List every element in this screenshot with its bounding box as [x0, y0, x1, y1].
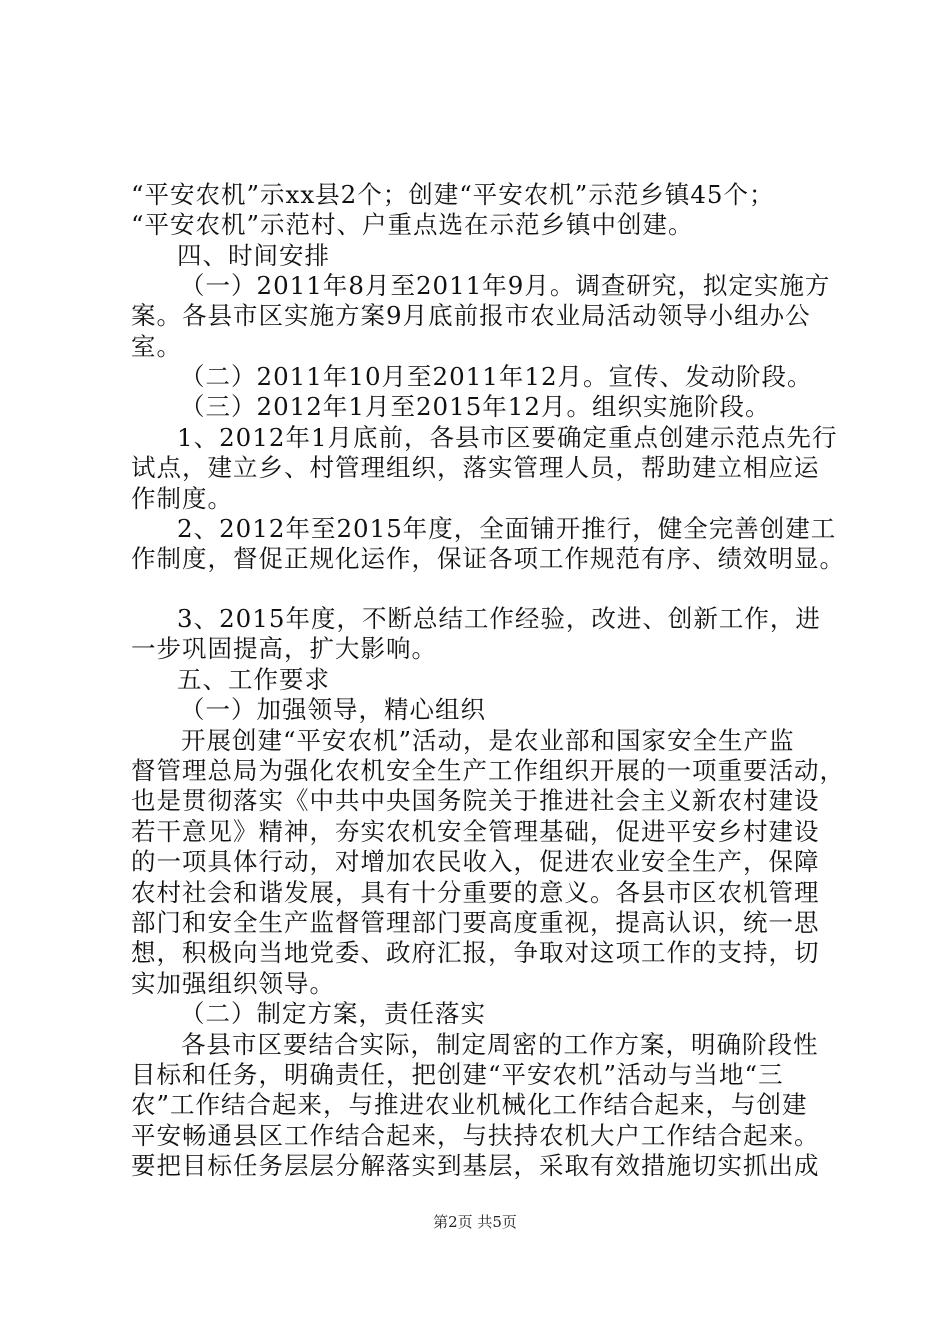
page-number-footer: 第2页 共5页	[433, 1213, 517, 1231]
text-line: 农”工作结合起来，与推进农业机械化工作结合起来，与创建	[131, 1090, 808, 1119]
text-line: 作制度，督促正规化运作，保证各项工作规范有序、绩效明显。	[131, 544, 845, 573]
text-line: “平安农机”示范村、户重点选在示范乡镇中创建。	[131, 210, 694, 239]
text-line: 实加强组织领导。	[131, 969, 335, 998]
text-line: 各县市区要结合实际，制定周密的工作方案，明确阶段性	[181, 1030, 819, 1059]
text-line: 一步巩固提高，扩大影响。	[131, 634, 437, 663]
text-line: 要把目标任务层层分解落实到基层，采取有效措施切实抓出成	[131, 1151, 820, 1180]
text-line: 督管理总局为强化农机安全生产工作组织开展的一项重要活动，	[131, 756, 845, 785]
text-line: （一）2011年8月至2011年9月。调查研究，拟定实施方	[180, 271, 831, 300]
text-line: 的一项具体行动，对增加农民收入，促进农业安全生产，保障	[131, 847, 820, 876]
text-line: 作制度。	[131, 484, 233, 513]
subsection-heading: （二）制定方案，责任落实	[180, 999, 486, 1028]
text-line: 开展创建“平安农机”活动，是农业部和国家安全生产监	[181, 726, 795, 755]
text-line: 目标和任务，明确责任，把创建“平安农机”活动与当地“三	[131, 1060, 784, 1089]
section-heading: 五、工作要求	[177, 665, 330, 694]
text-line: （三）2012年1月至2015年12月。组织实施阶段。	[180, 392, 771, 421]
text-line: 试点，建立乡、村管理组织，落实管理人员，帮助建立相应运	[131, 453, 820, 482]
text-line: （二）2011年10月至2011年12月。宣传、发动阶段。	[180, 362, 813, 391]
text-line: 部门和安全生产监督管理部门要高度重视，提高认识，统一思	[131, 908, 820, 937]
text-line: 农村社会和谐发展，具有十分重要的意义。各县市区农机管理	[131, 878, 820, 907]
text-line: 也是贯彻落实《中共中央国务院关于推进社会主义新农村建设	[131, 786, 820, 815]
text-line: 若干意见》精神，夯实农机安全管理基础，促进平安乡村建设	[131, 817, 820, 846]
text-line: 平安畅通县区工作结合起来，与扶持农机大户工作结合起来。	[131, 1121, 820, 1150]
text-line: 1、2012年1月底前，各县市区要确定重点创建示范点先行	[177, 423, 838, 452]
text-line: 想，积极向当地党委、政府汇报，争取对这项工作的支持，切	[131, 938, 820, 967]
text-line: 2、2012年至2015年度，全面铺开推行，健全完善创建工	[177, 514, 837, 543]
text-line: “平安农机”示xx县2个；创建“平安农机”示范乡镇45个；	[131, 180, 775, 209]
section-heading: 四、时间安排	[177, 241, 330, 270]
text-line: 案。各县市区实施方案9月底前报市农业局活动领导小组办公	[131, 301, 811, 330]
text-line: 3、2015年度，不断总结工作经验，改进、创新工作，进	[177, 604, 821, 633]
text-line: 室。	[131, 332, 182, 361]
subsection-heading: （一）加强领导，精心组织	[180, 695, 486, 724]
